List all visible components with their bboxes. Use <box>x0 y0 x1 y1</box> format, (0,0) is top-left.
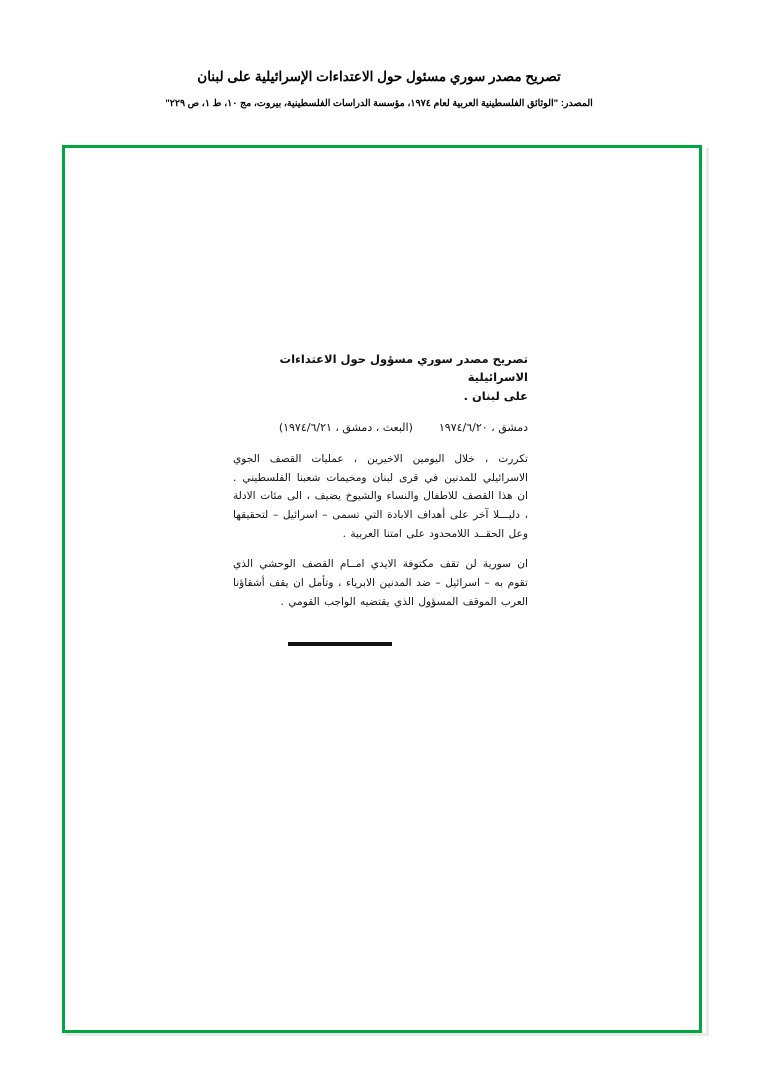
document-heading-line-2: على لبنان . <box>463 388 528 403</box>
page-source-citation: المصدر: "الوثائق الفلسطينية العربية لعام ١٩٧٤، مؤسسة الدراسات الفلسطينية، بيروت، مج ١٠، ط ١، ص ٢٢٩" <box>165 97 593 109</box>
document-paragraph-1: تكررت ، خلال اليومين الاخيرين ، عمليات القصف الجوي الاسرائيلي للمدنين في قرى لبنان ومخيمات شعبنا الفلسطيني . ان هذا القصف للاطفال والنساء والشيوخ يضيف ، الى مئات الادلة ، دليـــلا آخر على أهداف الابادة التي تسمى – اسرائيل – لتحقيقها وعل الحقــد اللامحدود على امتنا العربية . <box>233 452 528 541</box>
document-paragraph-2: ان سورية لن تقف مكتوفة الايدي امــام القصف الوحشي الذي تقوم به – اسرائيل – ضد المدنين الابرياء ، وتأمل ان يقف أشقاؤنا العرب الموقف المسؤول الذي يقتضيه الواجب القومي . <box>233 557 528 608</box>
page-header <box>0 68 758 110</box>
document-shadow-bottom <box>65 1033 709 1036</box>
scanned-document-text <box>233 350 528 622</box>
page-title: تصريح مصدر سوري مسئول حول الاعتداءات الإسرائيلية على لبنان <box>197 69 561 84</box>
document-end-rule <box>288 642 392 646</box>
document-shadow-right <box>706 148 709 1036</box>
dateline-place: دمشق ، ١٩٧٤/٦/٢٠ <box>438 421 528 435</box>
document-heading-line-1: تصريح مصدر سوري مسؤول حول الاعتداءات الاسرائيلية <box>279 352 528 385</box>
dateline-source: (البعث ، دمشق ، ١٩٧٤/٦/٢١) <box>278 421 413 435</box>
document-heading <box>233 350 528 405</box>
document-dateline <box>233 419 528 437</box>
